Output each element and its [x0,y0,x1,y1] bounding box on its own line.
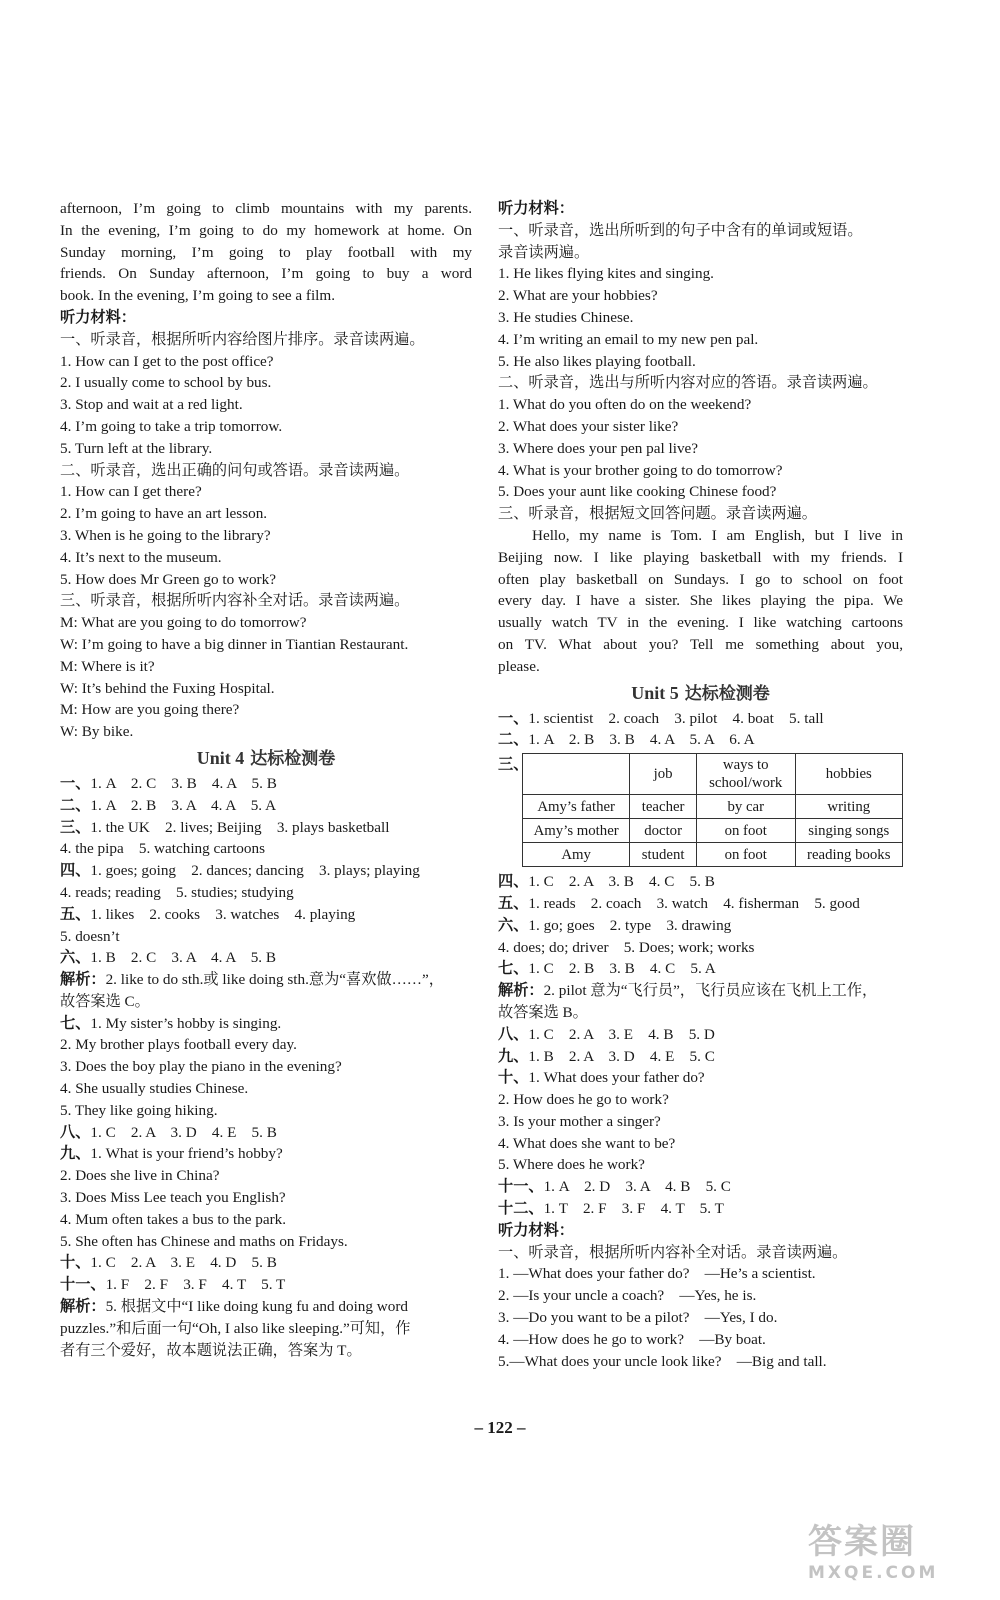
unit4-title-cn: 达标检测卷 [250,748,336,769]
item-number: 十一、 [498,1178,544,1196]
text-line: 5. How does Mr Green go to work? [60,570,276,588]
text-line: 2. What are your hobbies? [498,287,658,305]
table-header-row [523,754,903,795]
item-text: 2. like to do sth.或 like doing sth.意为“喜欢做……”， [105,971,444,989]
text-line: 4. I’m writing an email to my new pen pal. [498,330,759,348]
text-line: 4. It’s next to the museum. [60,548,222,566]
table-header-cell: hobbies [795,754,902,795]
listening-title: 听力材料： [498,1221,574,1239]
text-line: afternoon, I’m going to climb mountains with my parents. [60,200,472,217]
item-text: 1. F 2. F 3. F 4. T 5. T [105,1276,286,1294]
text-line: 4. —How does he go to work? —By boat. [498,1330,766,1348]
item-text: 1. C 2. B 3. B 4. C 5. A [528,960,716,978]
answer-line [60,1078,472,1100]
unit4-title [60,746,472,772]
text-line: 1. —What does your father do? —He’s a scientist. [498,1265,816,1283]
listening-title: 听力材料： [60,308,136,326]
item-number: 六、 [498,916,529,934]
table-cell: doctor [630,819,697,843]
answer-line [60,1034,472,1056]
table-cell: on foot [696,843,795,867]
table-header-cell: job [630,754,697,795]
text-line: 4. I’m going to take a trip tomorrow. [60,417,283,435]
text-line: Hello, my name is Tom. I am English, but I live in [532,526,903,544]
answer-line [60,1318,472,1340]
item-text: 1. go; goes 2. type 3. drawing [528,916,732,934]
item-number: 解析： [498,982,544,1000]
answer-line [498,958,903,980]
item-text: 1. C 2. A 3. E 4. D 5. B [90,1254,277,1272]
item-text: 5. 根据文中“I like doing kung fu and doing word [105,1298,409,1316]
item-text: 1. A 2. D 3. A 4. B 5. C [543,1178,731,1196]
text-line: usually watch TV in the evening. I like watching cartoons [498,614,903,632]
item-text: 1. What does your father do? [528,1069,705,1087]
item-number: 解析： [60,1298,106,1316]
text-line: every day. I have a sister. She likes playing the pipa. We [498,592,903,610]
text-line: M: Where is it? [60,657,155,675]
item-text: 5. Where does he work? [498,1156,645,1174]
answer-line [498,980,903,1002]
intro-paragraph [60,198,472,307]
item-number: 二、 [60,796,91,814]
item-text: 4. does; do; driver 5. Does; work; works [498,938,755,956]
text-line: 5. Does your aunt like cooking Chinese food? [498,483,777,501]
answer-line [498,1024,903,1046]
left-column [60,198,472,1361]
item-text: 1. C 2. A 3. E 4. B 5. D [528,1025,715,1043]
text-line: often play basketball on Sundays. I go to school on foot [498,570,903,588]
item-number: 九、 [60,1145,91,1163]
page-number: – 122 – [474,1418,526,1437]
unit4-answers [60,773,472,1362]
answer-line [60,1296,472,1318]
answer-line [60,838,472,860]
item-number: 解析： [60,971,106,989]
item-number: 十一、 [60,1276,106,1294]
table-cell: reading books [795,843,902,867]
answer-table [522,753,903,867]
dialogue-lines [498,1263,903,1372]
item-number: 二、 [498,731,529,749]
item-number: 九、 [498,1047,529,1065]
listening-items [498,263,903,372]
item-text: 3. Is your mother a singer? [498,1112,661,1130]
dialogue-lines [60,612,472,743]
answer-line [498,1067,903,1089]
item-number: 五、 [498,894,529,912]
item-number: 五、 [60,905,91,923]
watermark-line1: 答案圈 [808,1522,916,1562]
item-text: 4. What does she want to be? [498,1134,676,1152]
text-line: W: I’m going to have a big dinner in Tiantian Restaurant. [60,635,409,653]
answer-line [60,860,472,882]
section-heading: 三、听录音，根据短文回答问题。录音读两遍。 [498,505,817,523]
item-text: 1. likes 2. cooks 3. watches 4. playing [90,905,356,923]
text-line: 3. —Do you want to be a pilot? —Yes, I do. [498,1309,778,1327]
unit5-answers [498,708,903,752]
text-line: 2. I’m going to have an art lesson. [60,505,268,523]
unit5-title-cn: 达标检测卷 [684,683,770,704]
item-text: 故答案选 C。 [60,992,150,1010]
text-line: 1. How can I get there? [60,483,202,501]
text-line: 5.—What does your uncle look like? —Big and tall. [498,1352,827,1370]
item-text: 3. Does the boy play the piano in the evening? [60,1058,342,1076]
answer-line [60,1340,472,1362]
text-line: Sunday morning, I’m going to play football with my [60,243,472,261]
answer-line [498,729,903,751]
item-text: 5. They like going hiking. [60,1101,218,1119]
text-line: W: It’s behind the Fuxing Hospital. [60,679,275,697]
answer-table-wrap [498,753,903,867]
text-line: 3. Stop and wait at a red light. [60,396,243,414]
table-cell: Amy’s father [523,795,630,819]
answer-line [498,871,903,893]
item-text: 1. goes; going 2. dances; dancing 3. plays; playing [90,862,420,880]
unit5-title-en: Unit 5 [631,682,679,703]
answer-line [498,1133,903,1155]
answer-line [60,926,472,948]
text-line: friends. On Sunday afternoon, I’m going to buy a word [60,265,472,283]
text-line: 3. When is he going to the library? [60,526,271,544]
answer-line [60,1143,472,1165]
section-heading: 一、听录音，选出所听到的句子中含有的单词或短语。 [498,221,863,239]
item-text: 1. B 2. A 3. D 4. E 5. C [528,1047,715,1065]
text-line: 5. He also likes playing football. [498,352,696,370]
table-cell: by car [696,795,795,819]
answer-line [60,1056,472,1078]
answer-line [498,1176,903,1198]
item-text: 1. scientist 2. coach 3. pilot 4. boat 5. tall [528,709,824,727]
section-heading: 一、听录音，根据所听内容给图片排序。录音读两遍。 [60,330,425,348]
answer-line [498,915,903,937]
item-text: 1. T 2. F 3. F 4. T 5. T [543,1200,724,1218]
item-text: 5. She often has Chinese and maths on Fridays. [60,1232,348,1250]
item-text: 2. pilot 意为“飞行员”，飞行员应该在飞机上工作， [543,982,878,1000]
item-text: 5. doesn’t [60,927,120,945]
item-number: 八、 [498,1025,529,1043]
table-header-cell [523,754,630,795]
section-heading: 三、听录音，根据所听内容补全对话。录音读两遍。 [60,592,410,610]
text-line: 1. How can I get to the post office? [60,352,274,370]
item-text: 1. C 2. A 3. B 4. C 5. B [528,873,715,891]
answer-line [60,1274,472,1296]
text-line: 1. What do you often do on the weekend? [498,396,752,414]
table-cell: teacher [630,795,697,819]
item-number: 四、 [60,862,91,880]
watermark-logo [808,1514,978,1584]
answer-line [498,893,903,915]
section-heading: 二、听录音，选出与所听内容对应的答语。录音读两遍。 [498,374,878,392]
answer-line [498,1002,903,1024]
item-text: 1. B 2. C 3. A 4. A 5. B [90,949,277,967]
table-header-cell: ways to school/work [696,754,795,795]
item-number: 八、 [60,1123,91,1141]
text-line: W: By bike. [60,723,134,741]
table-row [523,843,903,867]
section-heading-cont: 录音读两遍。 [498,243,590,261]
section-heading: 一、听录音，根据所听内容补全对话。录音读两遍。 [498,1243,848,1261]
answer-line [60,795,472,817]
item-number: 六、 [60,949,91,967]
item-number: 一、 [60,774,91,792]
text-line: Beijing now. I like playing basketball with my friends. I [498,548,903,566]
item-text: 1. What is your friend’s hobby? [90,1145,283,1163]
answer-line [60,904,472,926]
answer-line [60,1252,472,1274]
text-line: 5. Turn left at the library. [60,439,213,457]
answer-line [60,773,472,795]
table-label: 三、 [498,756,529,774]
item-number: 一、 [498,709,529,727]
answer-line [60,1165,472,1187]
table-cell: singing songs [795,819,902,843]
answer-line [498,1154,903,1176]
answer-line [60,1187,472,1209]
item-text: 1. A 2. B 3. B 4. A 5. A 6. A [528,731,755,749]
item-number: 十、 [498,1069,529,1087]
answer-line [498,1089,903,1111]
watermark-line2: MXQE.COM [808,1563,939,1583]
text-line: M: How are you going there? [60,701,240,719]
item-number: 七、 [60,1014,91,1032]
answer-line [60,969,472,991]
item-text: 故答案选 B。 [498,1003,588,1021]
unit5-title [498,681,903,707]
item-number: 十、 [60,1254,91,1272]
item-number: 十二、 [498,1200,544,1218]
text-line: 1. He likes flying kites and singing. [498,265,714,283]
answer-line [60,947,472,969]
item-number: 四、 [498,873,529,891]
section-heading: 二、听录音，选出正确的问句或答语。录音读两遍。 [60,461,410,479]
item-text: 2. How does he go to work? [498,1091,669,1109]
answer-line [498,937,903,959]
item-text: 1. A 2. B 3. A 4. A 5. A [90,796,277,814]
answer-line [60,1013,472,1035]
table-cell: writing [795,795,902,819]
table-cell: on foot [696,819,795,843]
item-text: 者有三个爱好，故本题说法正确，答案为 T。 [60,1341,362,1359]
item-text: 1. A 2. C 3. B 4. A 5. B [90,774,277,792]
listening-title: 听力材料： [498,200,574,217]
unit4-title-en: Unit 4 [196,747,245,768]
text-line: 2. What does your sister like? [498,417,679,435]
item-text: 3. Does Miss Lee teach you English? [60,1189,286,1207]
item-text: puzzles.”和后面一句“Oh, I also like sleeping.”可知，作 [60,1319,411,1337]
item-text: 1. reads 2. coach 3. watch 4. fisherman 5. good [528,894,860,912]
text-line: book. In the evening, I’m going to see a film. [60,287,335,305]
table-row [523,819,903,843]
item-text: 2. Does she live in China? [60,1167,220,1185]
item-text: 1. My sister’s hobby is singing. [90,1014,282,1032]
item-text: 1. the UK 2. lives; Beijing 3. plays basketball [90,818,390,836]
item-text: 4. reads; reading 5. studies; studying [60,883,294,901]
answer-line [60,1122,472,1144]
table-cell: student [630,843,697,867]
table-cell: Amy [523,843,630,867]
right-column [498,198,903,1372]
item-text: 2. My brother plays football every day. [60,1036,297,1054]
listening-items [60,481,472,590]
item-text: 1. C 2. A 3. D 4. E 5. B [90,1123,277,1141]
answer-line [60,991,472,1013]
answer-line [498,1198,903,1220]
item-text: 4. the pipa 5. watching cartoons [60,840,265,858]
item-number: 七、 [498,960,529,978]
answer-line [60,882,472,904]
text-line: 2. —Is your uncle a coach? —Yes, he is. [498,1287,757,1305]
table-cell: Amy’s mother [523,819,630,843]
text-line: 2. I usually come to school by bus. [60,374,272,392]
answer-line [498,708,903,730]
text-line: 4. What is your brother going to do tomorrow? [498,461,783,479]
passage [498,525,903,678]
item-number: 三、 [60,818,91,836]
text-line: 3. He studies Chinese. [498,308,634,326]
listening-items [60,351,472,460]
text-line: M: What are you going to do tomorrow? [60,614,307,632]
answer-line [498,1111,903,1133]
text-line: 3. Where does your pen pal live? [498,439,699,457]
answer-line [60,1100,472,1122]
unit5-answers [498,871,903,1220]
answer-line [60,817,472,839]
listening-items [498,394,903,503]
answer-line [60,1231,472,1253]
item-text: 4. She usually studies Chinese. [60,1080,249,1098]
answer-line [60,1209,472,1231]
text-line: on TV. What about you? Tell me something about you, [498,635,903,653]
text-line: In the evening, I’m going to do my homework at home. On [60,221,472,239]
table-row [523,795,903,819]
item-text: 4. Mum often takes a bus to the park. [60,1210,287,1228]
text-line: please. [498,657,540,675]
answer-line [498,1046,903,1068]
